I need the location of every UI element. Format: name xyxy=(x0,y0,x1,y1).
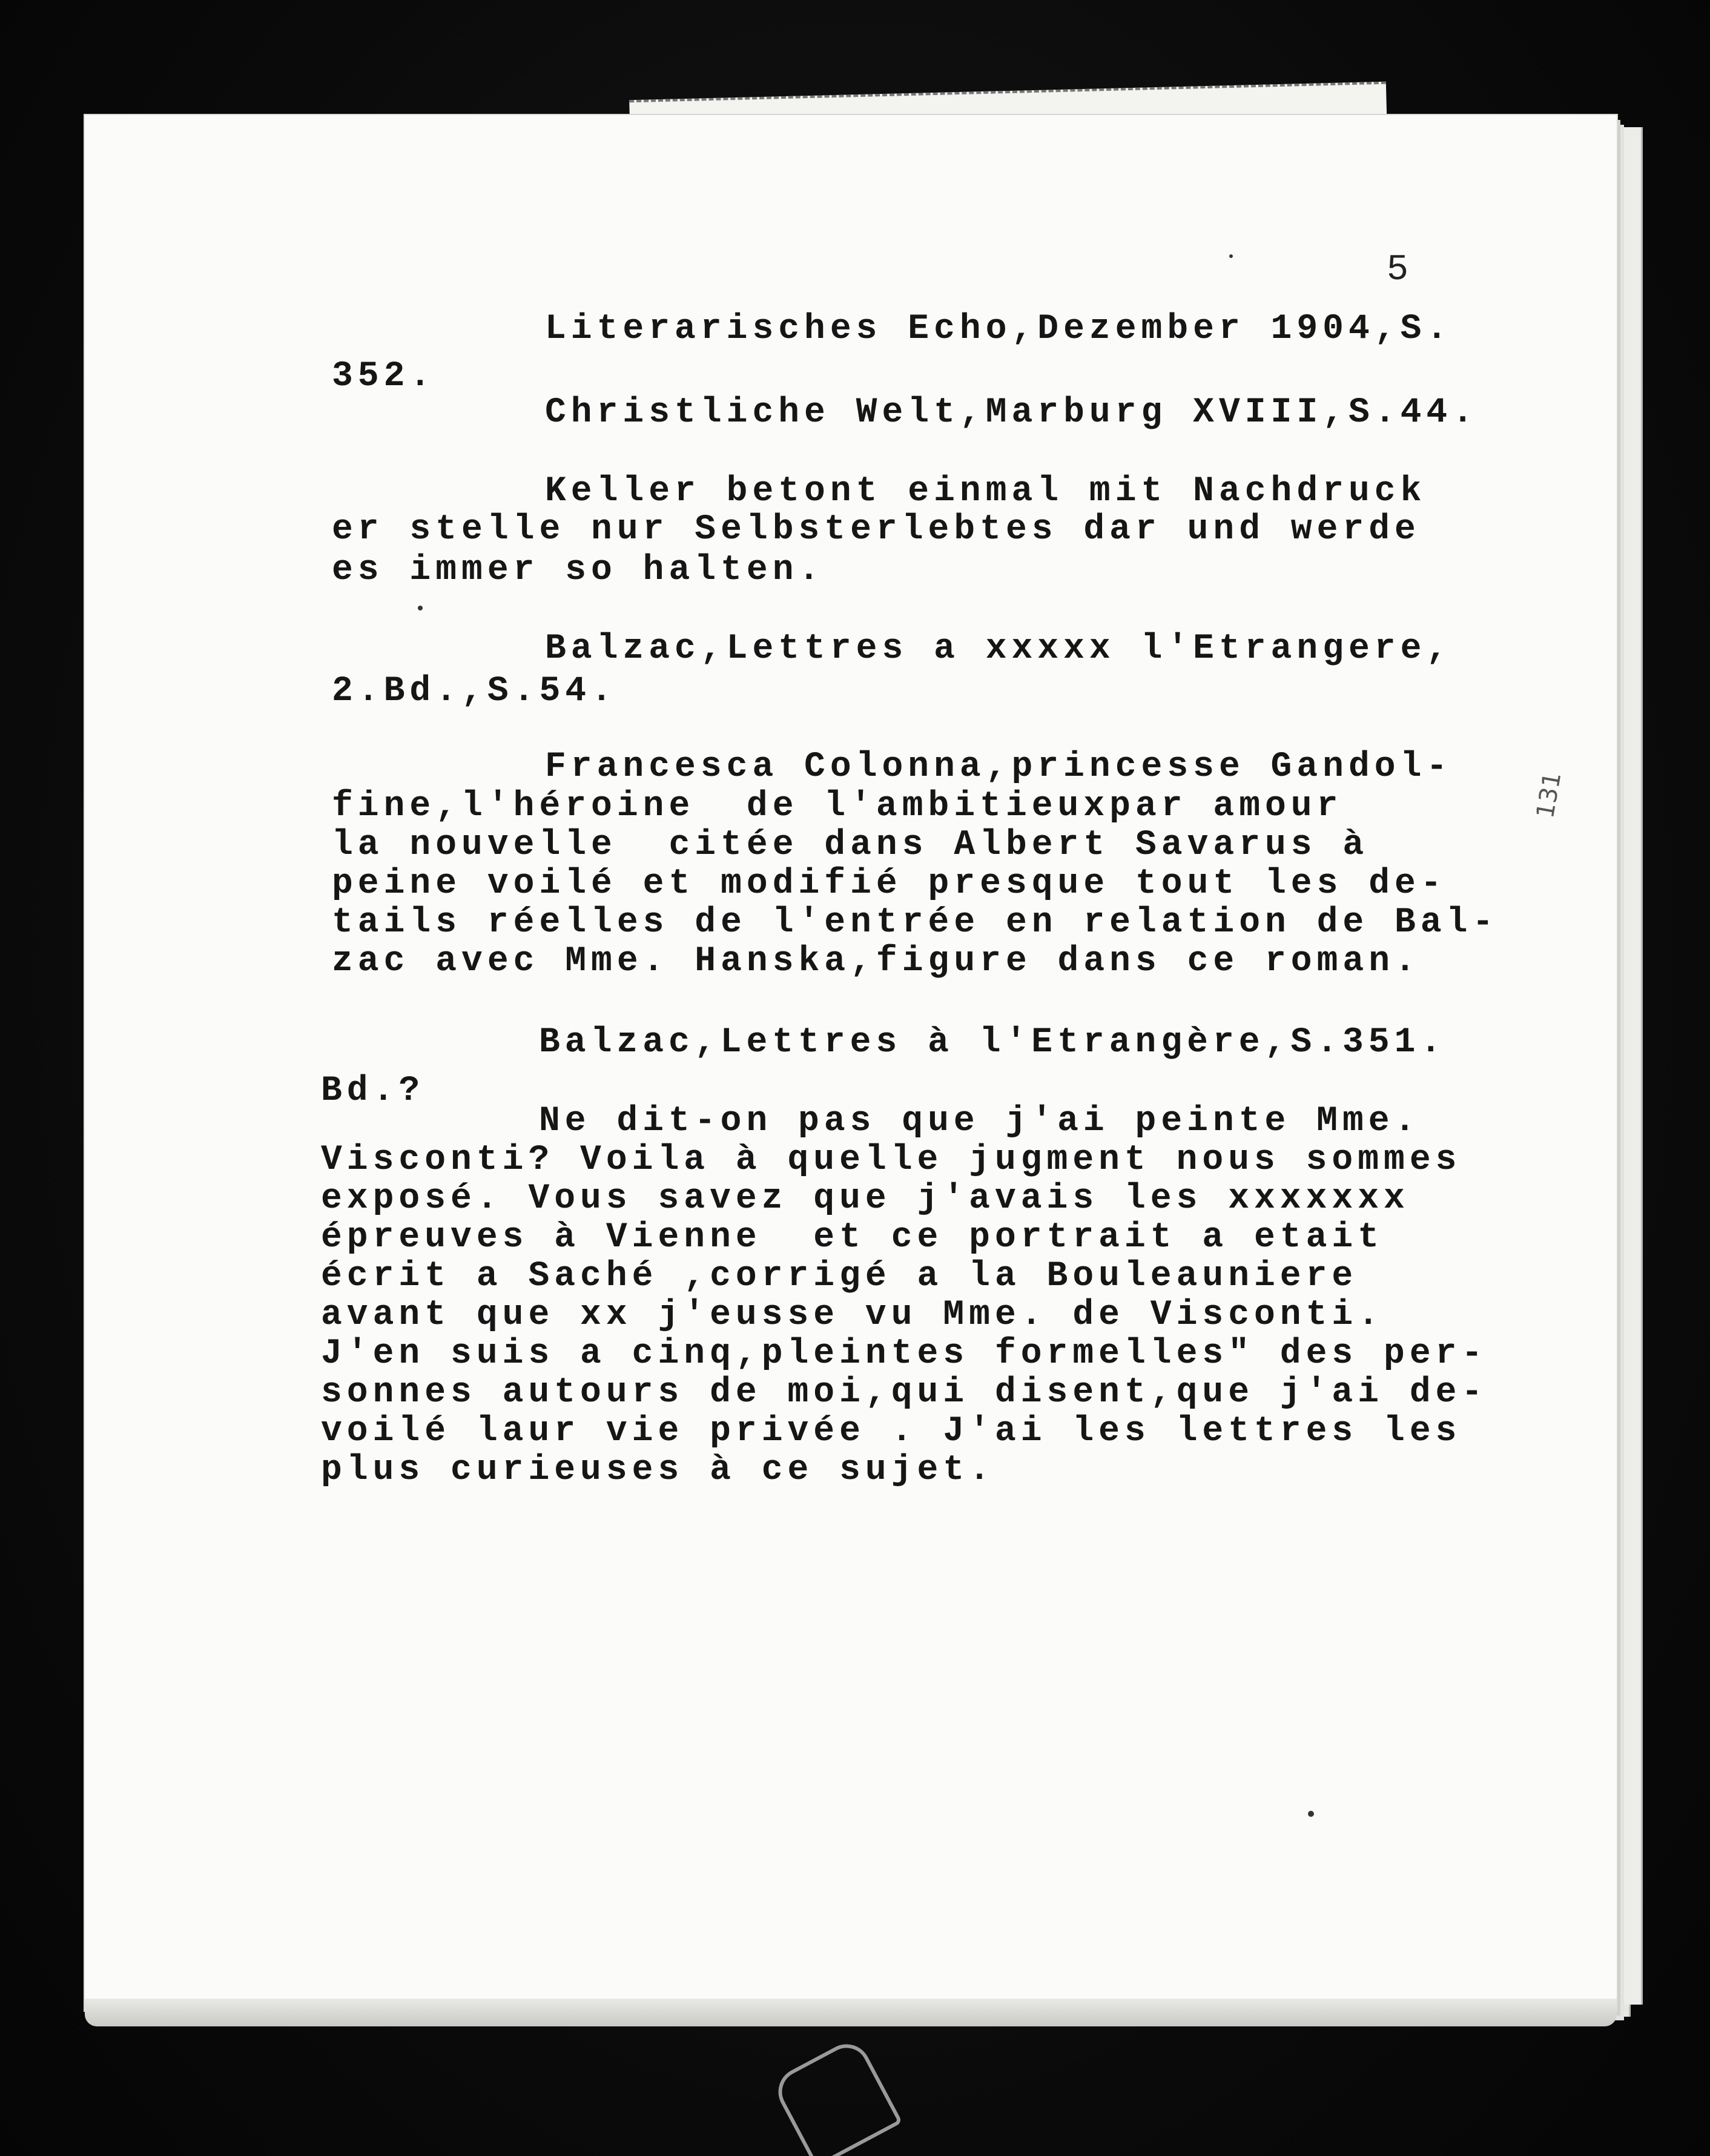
typed-line: Ne dit-on pas que j'ai peinte Mme. xyxy=(539,1102,1421,1141)
typed-line: es immer so halten. xyxy=(332,551,825,590)
typed-line: J'en suis a cinq,pleintes formelles" des per- xyxy=(321,1334,1488,1374)
typed-line: er stelle nur Selbsterlebtes dar und werde xyxy=(332,510,1421,549)
typed-line: la nouvelle citée dans Albert Savarus à xyxy=(332,825,1369,865)
typed-line: Visconti? Voila à quelle jugment nous sommes xyxy=(321,1140,1462,1180)
page-number: 5 xyxy=(1387,250,1409,291)
typed-line: Bd.? xyxy=(321,1071,425,1111)
typed-line: Keller betont einmal mit Nachdruck xyxy=(545,472,1427,511)
typed-line: Literarisches Echo,Dezember 1904,S. xyxy=(545,309,1453,349)
typed-line: plus curieuses à ce sujet. xyxy=(321,1450,995,1490)
typed-line: 352. xyxy=(332,357,436,396)
ink-speck xyxy=(1229,254,1233,258)
typed-line: sonnes autours de moi,qui disent,que j'ai de- xyxy=(321,1373,1488,1412)
typed-line: 2.Bd.,S.54. xyxy=(332,672,617,711)
typed-line: avant que xx j'eusse vu Mme. de Visconti. xyxy=(321,1295,1384,1335)
margin-annotation: 131 xyxy=(1531,770,1567,821)
paper-clip-icon xyxy=(770,2035,902,2156)
typed-line: voilé laur vie privée . J'ai les lettres les xyxy=(321,1412,1462,1451)
typed-line: Christliche Welt,Marburg XVIII,S.44. xyxy=(545,393,1479,432)
typed-line: tails réelles de l'entrée en relation de Bal- xyxy=(332,903,1499,942)
typed-line: Balzac,Lettres a xxxxx l'Etrangere, xyxy=(545,629,1453,669)
typed-line: zac avec Mme. Hanska,figure dans ce roman. xyxy=(332,942,1421,981)
typed-line: exposé. Vous savez que j'avais les xxxxxxx xyxy=(321,1179,1410,1219)
typed-line: Balzac,Lettres à l'Etrangère,S.351. xyxy=(539,1023,1447,1062)
typed-line: épreuves à Vienne et ce portrait a etait xyxy=(321,1218,1384,1257)
typed-line: fine,l'héroine de l'ambitieuxpar amour xyxy=(332,787,1343,826)
page-bottom-edge xyxy=(85,1999,1617,2026)
ink-speck xyxy=(418,606,423,610)
typed-line: Francesca Colonna,princesse Gandol- xyxy=(545,747,1453,787)
typed-line: peine voilé et modifié presque tout les de- xyxy=(332,864,1447,904)
typed-line: écrit a Saché ,corrigé a la Bouleauniere xyxy=(321,1257,1358,1296)
ink-speck xyxy=(1308,1811,1314,1817)
